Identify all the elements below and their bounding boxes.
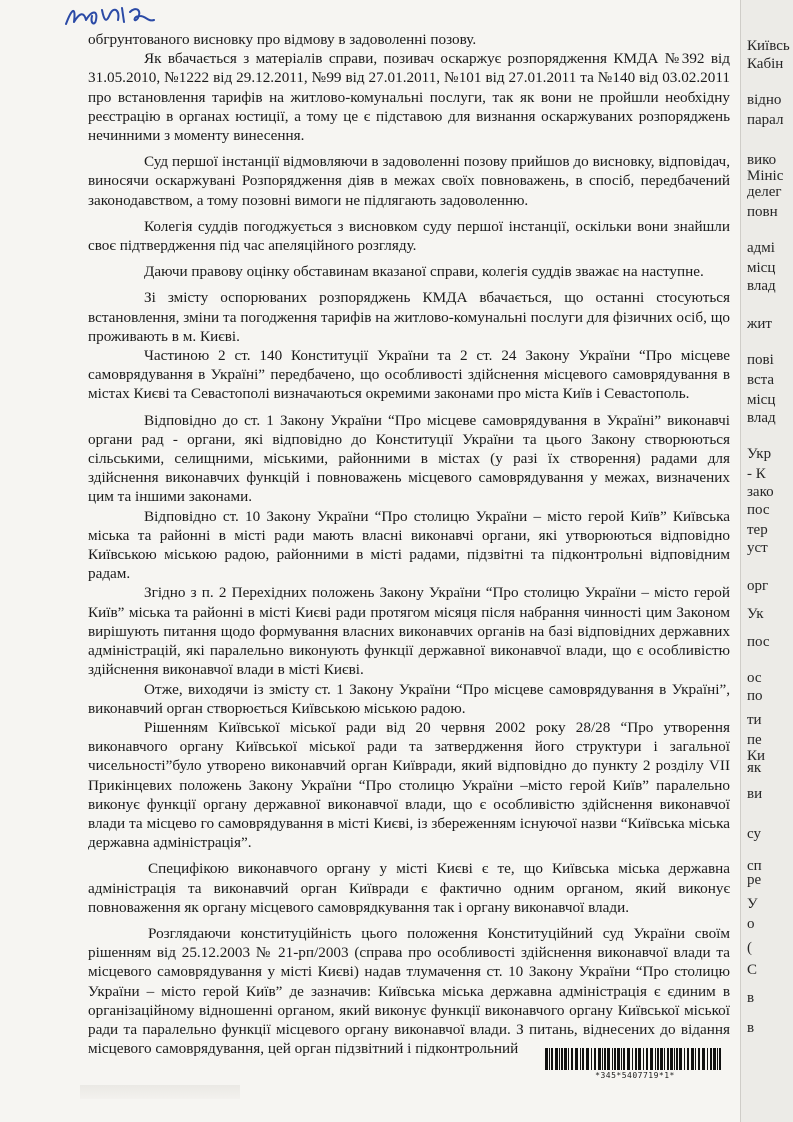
barcode-bar xyxy=(623,1048,625,1070)
barcode-bar xyxy=(691,1048,694,1070)
adjacent-page-fragment: ти xyxy=(747,712,762,728)
adjacent-page-fragment: - К xyxy=(747,466,766,482)
adjacent-page-fragment: уст xyxy=(747,540,768,556)
barcode-bar xyxy=(707,1048,708,1070)
paragraph: Відповідно до ст. 1 Закону України “Про місцеве самоврядування в Україні” виконавчі органи рад - органи, які відповідно до Конституції України та цього Закону створюються сільськими, селищними, міськими, районними в містах (у разі їх створення) радами для здійснення виконавчих функцій і повноважень місцевого самоврядування у межах, визначених цим та іншими законами. xyxy=(88,411,730,506)
barcode-bar xyxy=(667,1048,669,1070)
adjacent-page-fragment: місц xyxy=(747,260,776,276)
paragraph: Частиною 2 ст. 140 Конституції України та 2 ст. 24 Закону України “Про місцеве самоврядування в Україні” передбачено, що особливості здійснення місцевого самоврядування в містах Києві та Севастополі визначаються окремими законами про міста Київ і Севастополь. xyxy=(88,347,730,403)
adjacent-page-fragment: ос xyxy=(747,670,762,686)
paragraph: Відповідно ст. 10 Закону України “Про столицю України – місто герой Київ” Київська міська та районні в місті ради мають власні виконавчі органи, які утворюються відповідно Київською міською радою, районними в місті радами, підзвітні та підконтрольні відповідним радам. xyxy=(88,507,730,583)
barcode-bar xyxy=(564,1048,567,1070)
barcode-bar xyxy=(660,1048,663,1070)
adjacent-page-fragment: адмі xyxy=(747,240,775,256)
adjacent-page-fragment: в xyxy=(747,1020,755,1036)
barcode-bar xyxy=(650,1048,653,1070)
barcode-bar xyxy=(664,1048,665,1070)
paragraph: Згідно з п. 2 Перехідних положень Закону України “Про столицю України – місто герой Київ” міська та районні в місті Києві ради протягом місяця після набрання чинності цим Законом вирішують питання щодо формування власних виконавчих органів на базі відповідних державних адміністрацій, які паралельно виконують функції державної виконавчої влади, що є особливістю здійснення виконавчої влади в місті Києві. xyxy=(88,584,730,679)
document-body xyxy=(88,30,730,1058)
adjacent-page-fragment: о xyxy=(747,916,755,932)
barcode-number: *345*5407719*1* xyxy=(595,1071,675,1080)
barcode-bar xyxy=(676,1048,678,1070)
adjacent-page-fragment: орг xyxy=(747,578,769,594)
barcode-bar xyxy=(602,1048,603,1070)
barcode-bar xyxy=(604,1048,606,1070)
adjacent-page-fragment: пе xyxy=(747,732,762,748)
barcode-bar xyxy=(635,1048,637,1070)
adjacent-page-fragment: ре xyxy=(747,872,762,888)
barcode-bar xyxy=(607,1048,610,1070)
barcode-bar xyxy=(559,1048,560,1070)
adjacent-page-fragment: У xyxy=(747,896,758,912)
adjacent-page-fragment: тер xyxy=(747,522,768,538)
barcode-bar xyxy=(561,1048,563,1070)
handwritten-signature xyxy=(62,2,182,32)
adjacent-page-fragment: як xyxy=(747,760,762,776)
barcode-bar xyxy=(549,1048,550,1070)
barcode-bar xyxy=(643,1048,644,1070)
adjacent-page-fragment: пос xyxy=(747,502,770,518)
barcode-bar xyxy=(638,1048,641,1070)
barcode-bar xyxy=(710,1048,712,1070)
barcode-bar xyxy=(555,1048,558,1070)
barcode-bar xyxy=(551,1048,553,1070)
barcode-bar xyxy=(545,1048,548,1070)
barcode-bar xyxy=(632,1048,633,1070)
paragraph: Специфікою виконавчого органу у місті Києві є те, що Київська міська державна адміністрація та виконавчий орган Київради є фактично одним органом, який виконує повноваження як органу місцевого самоврядкування так і органу виконавчої влади. xyxy=(88,860,730,916)
adjacent-page-fragment: парал xyxy=(747,112,784,128)
barcode-bar xyxy=(679,1048,682,1070)
adjacent-page-fragment: відно xyxy=(747,92,782,108)
adjacent-page-fragment: місц xyxy=(747,392,776,408)
barcode-bar xyxy=(614,1048,616,1070)
scan-shadow xyxy=(80,1085,240,1099)
adjacent-page-fragment: влад xyxy=(747,410,776,426)
barcode-bar xyxy=(655,1048,656,1070)
adjacent-page-fragment: Ук xyxy=(747,606,764,622)
adjacent-page-fragment: по xyxy=(747,688,763,704)
barcode-bar xyxy=(646,1048,648,1070)
barcode-bar xyxy=(627,1048,630,1070)
adjacent-page-fragment: повн xyxy=(747,204,778,220)
barcode-bar xyxy=(580,1048,581,1070)
paragraph: Даючи правову оцінку обставинам вказаної справи, колегія суддів зважає на наступне. xyxy=(144,263,704,281)
barcode xyxy=(545,1048,725,1070)
adjacent-page-fragment: Мініс xyxy=(747,168,784,184)
adjacent-page-fragment: пос xyxy=(747,634,770,650)
paragraph: Як вбачається з матеріалів справи, позивач оскаржує розпорядження КМДА №392 від 31.05.2010, №1222 від 29.12.2011, №99 від 27.01.2011, №101 від 27.01.2011 та №140 від 03.02.2011 про встановлення тарифів на житлово-комунальні послуги, так як вони не пройшли необхідну реєстрацію в органах юстиції, а тому це є підставою для визнання оскаржуваних розпоряджень нечинними з моменту винесення. xyxy=(88,50,730,145)
barcode-bar xyxy=(568,1048,569,1070)
paragraph: Рішенням Київської міської ради від 20 червня 2002 року 28/28 “Про утворення виконавчого органу Київської міської ради та затвердження його структури і загальної чисельності”було утворено виконавчий орган Київради, який відповідно до пункту 2 розділу VII Прикінцевих положень Закону України “Про столицю України –місто герой Київ” паралельно виконує функції органу державної виконавчої влади, що є особливістю здійснення виконавчої влади та місцево го самоврядування в місті Києві, із збереженням існуючої назви “Київська міська державна адміністрація”. xyxy=(88,718,730,852)
barcode-bar xyxy=(612,1048,613,1070)
paragraph: Суд першої інстанції відмовляючи в задоволенні позову прийшов до висновку, відповідач, виносячи оскаржувані Розпорядження діяв в межах своїх повноважень, в спосіб, передбачений законодавством, а тому позовні вимоги не підлягають задоволенню. xyxy=(88,153,730,209)
paragraph: Отже, виходячи із змісту ст. 1 Закону України “Про місцеве самоврядування в Україні”, виконавчий орган створюється Київською міською радою. xyxy=(88,680,730,717)
barcode-bar xyxy=(717,1048,718,1070)
barcode-bar xyxy=(670,1048,673,1070)
barcode-bar xyxy=(594,1048,596,1070)
barcode-bar xyxy=(695,1048,696,1070)
adjacent-page-fragment: зако xyxy=(747,484,774,500)
adjacent-page-fragment: С xyxy=(747,962,758,978)
barcode-bar xyxy=(657,1048,659,1070)
adjacent-page-fragment: ( xyxy=(747,940,752,956)
barcode-bar xyxy=(674,1048,675,1070)
adjacent-page-fragment: делег xyxy=(747,184,782,200)
adjacent-page-fragment: вста xyxy=(747,372,775,388)
barcode-bar xyxy=(571,1048,573,1070)
barcode-bar xyxy=(575,1048,578,1070)
adjacent-page-edge xyxy=(740,0,793,1122)
barcode-bar xyxy=(621,1048,622,1070)
adjacent-page-fragment: Ки xyxy=(747,748,766,764)
barcode-bar xyxy=(702,1048,705,1070)
barcode-bar xyxy=(591,1048,592,1070)
adjacent-page-fragment: су xyxy=(747,826,761,842)
barcode-bar xyxy=(713,1048,716,1070)
barcode-bar xyxy=(598,1048,601,1070)
adjacent-page-fragment: Укр xyxy=(747,446,772,462)
barcode-bar xyxy=(719,1048,721,1070)
adjacent-page-fragment: Київсь xyxy=(747,38,790,54)
barcode-bar xyxy=(617,1048,620,1070)
adjacent-page-fragment: жит xyxy=(747,316,772,332)
barcode-bar xyxy=(684,1048,685,1070)
paragraph: Колегія суддів погоджується з висновком суду першої інстанції, оскільки вони знайшли своє підтвердження під час апеляційного розгляду. xyxy=(88,217,730,255)
adjacent-page-fragment: в xyxy=(747,990,755,1006)
adjacent-page-fragment: ви xyxy=(747,786,763,802)
adjacent-page-fragment: вико xyxy=(747,152,777,168)
barcode-bar xyxy=(582,1048,584,1070)
paragraph: обгрунтованого висновку про відмову в задоволенні позову. xyxy=(88,31,477,48)
adjacent-page-fragment: Кабін xyxy=(747,56,784,72)
barcode-bar xyxy=(586,1048,589,1070)
adjacent-page-fragment: влад xyxy=(747,278,776,294)
barcode-bar xyxy=(698,1048,700,1070)
paragraph: Розглядаючи конституційність цього положення Конституційний суд України своїм рішенням від 25.12.2003 № 21-рп/2003 (справа про особливості здійснення виконавчої влади та місцевого самоврядування у місті Києві) надав тлумачення ст. 10 Закону України “Про столицю України – місто герой Київ” де зазначив: Київська міська державна адміністрація є єдиним в організаційному відношенні органом, який виконує функції виконавчого органу Київської міської ради та паралельно функції місцевого органу виконавчої влади. З питань, віднесених до відання місцевого самоврядування, цей орган підзвітний і підконтрольний xyxy=(88,924,730,1058)
barcode-bar xyxy=(687,1048,689,1070)
adjacent-page-fragment: пові xyxy=(747,352,774,368)
paragraph: Зі змісту оспорюваних розпоряджень КМДА вбачається, що останні стосуються встановлення, зміни та погодження тарифів на житлово-комунальні послуги для фізичних осіб, що проживають в м. Києві. xyxy=(88,289,730,345)
adjacent-page-fragment: сп xyxy=(747,858,762,874)
